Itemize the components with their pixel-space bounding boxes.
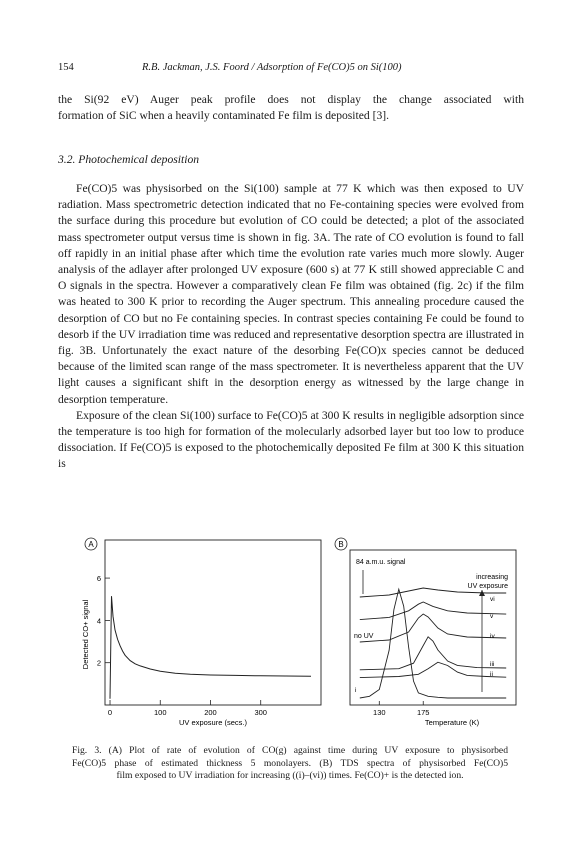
x-tick-label: 0 <box>107 708 113 717</box>
caption-line-1: Fig. 3. (A) Plot of rate of evolution of CO(g) against time during UV exposure to physisorbed <box>72 745 508 756</box>
paragraph-1: Fe(CO)5 was physisorbed on the Si(100) sample at 77 K which was then exposed to UV radiation. Mass spectrometric detection indicated that no Fe-containing species were evolved from the surface during this procedure but evolution of CO could be detected; a plot of the associated mass spectrometer output versus time is shown in fig. 3A. The rate of CO evolution is found to fall off rapidly in an initial phase after which time the evolution rate varies much more slowly. Auger analysis of the adlayer after prolonged UV exposure (600 s) at 77 K still showed appreciable C and O signals in the spectra. However a comparatively clean Fe film was obtained (fig. 2c) if the film was heated to 300 K prior to recording the Auger spectrum. This annealing procedure caused the desorption of CO but no Fe containing species. In contrast species containing Fe could be found to desorb if the UV irradiation time was reduced and representative desorption spectra are illustrated in fig. 3B. Unfortunately the exact nature of the desorbing Fe(CO)x species cannot be deduced because of the limited scan range of the mass spectrometer. It is nevertheless apparent that the UV light causes a significant shift in the desorption energy as witnessed by the large change in desorption temperature. <box>58 182 524 406</box>
uv-exposure-label: UV exposure <box>467 583 508 590</box>
x-tick-label: 130 <box>373 708 386 717</box>
tds-curve-ii <box>360 662 506 677</box>
intro-line-2: formation of SiC when a heavily contaminated Fe film is deposited [3]. <box>58 109 389 123</box>
section-heading: 3.2. Photochemical deposition <box>58 153 200 166</box>
curve-label-vi: vi <box>490 596 495 603</box>
y-tick-label: 2 <box>96 658 101 668</box>
tds-curve-v <box>360 602 506 620</box>
panel-a <box>81 538 321 727</box>
page-header <box>58 62 524 76</box>
curve-label-v: v <box>490 613 494 620</box>
caption-line-2: Fe(CO)5 phase of estimated thickness 5 monolayers. (B) TDS spectra of physisorbed Fe(CO)5 <box>72 757 508 769</box>
figure-caption <box>72 745 508 783</box>
page-number: 154 <box>58 62 74 73</box>
x-tick-label: 100 <box>153 708 167 717</box>
caption-line-3: film exposed to UV irradiation for increasing ((i)–(vi)) times. Fe(CO)+ is the detected ion. <box>116 770 464 782</box>
curve-label-i: i <box>355 687 357 694</box>
curve-label-iii: iii <box>490 661 495 668</box>
signal-label: 84 a.m.u. signal <box>356 559 406 566</box>
no-uv-label: no UV <box>354 633 374 640</box>
y-tick-label: 6 <box>96 574 101 584</box>
panel-a-ticks <box>97 574 267 717</box>
x-tick-label: 300 <box>254 708 267 717</box>
panel-a-frame <box>105 540 321 705</box>
intro-line-1: the Si(92 eV) Auger peak profile does not display the change associated with <box>58 93 524 106</box>
panel-b-xlabel: Temperature (K) <box>424 718 480 727</box>
increasing-label: increasing <box>476 574 508 581</box>
tds-curve-iii <box>360 637 506 670</box>
curve-label-iv: iv <box>490 633 495 640</box>
x-tick-label: 175 <box>416 708 430 717</box>
figure-svg <box>80 532 520 732</box>
y-tick-label: 4 <box>96 616 101 626</box>
panel-b-curves <box>355 588 506 698</box>
curve-label-ii: ii <box>490 671 493 678</box>
tds-curve-i <box>360 589 506 698</box>
figure-3 <box>80 532 520 732</box>
panel-b-label: B <box>338 540 344 549</box>
running-head: R.B. Jackman, J.S. Foord / Adsorption of Fe(CO)5 on Si(100) <box>142 62 402 73</box>
panel-a-xlabel: UV exposure (secs.) <box>179 718 247 727</box>
body-text <box>58 181 524 473</box>
intro-paragraph <box>58 92 524 124</box>
panel-a-curve <box>110 596 311 699</box>
panel-b-ticks <box>373 701 429 717</box>
panel-a-ylabel: Detected CO+ signal <box>81 599 90 670</box>
x-tick-label: 200 <box>204 708 217 717</box>
paragraph-2: Exposure of the clean Si(100) surface to Fe(CO)5 at 300 K results in negligible adsorption since the temperature is too high for formation of the molecularly adsorbed layer but too low to produce dissociation. If Fe(CO)5 is exposed to the photochemically deposited Fe film at 300 K this situation is <box>58 408 524 471</box>
panel-b <box>335 538 516 727</box>
panel-a-label: A <box>88 540 94 549</box>
